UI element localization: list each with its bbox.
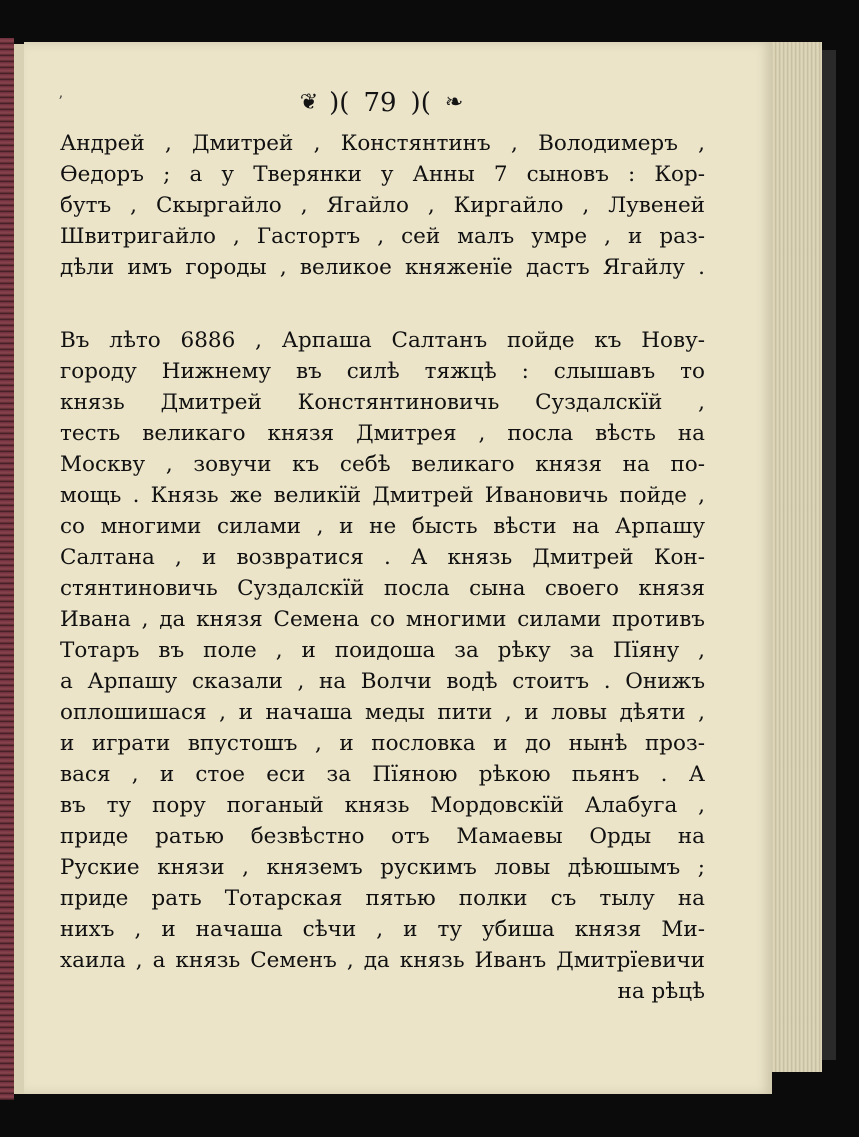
page-fore-edge: [772, 42, 822, 1072]
right-ornament-icon: ❧: [444, 90, 461, 115]
text-line: приде рать Тотарская пятью полки съ тылу на: [60, 886, 705, 911]
page-number: 79: [363, 88, 397, 118]
text-line: городу Нижнему въ силѣ тяжцѣ : слышавъ то: [60, 359, 705, 384]
text-line: бутъ , Скыргайло , Ягайло , Киргайло , Лувеней: [60, 193, 705, 218]
paragraph-gap: [60, 283, 705, 325]
text-line: нихъ , и начаша сѣчи , и ту убиша князя Ми-: [60, 917, 705, 942]
text-line: Москву , зовучи къ себѣ великаго князя на по-: [60, 452, 705, 477]
text-line: Швитригайло , Гастортъ , сей малъ умре , и раз-: [60, 224, 705, 249]
text-line: мощь . Князь же великїй Дмитрей Ивановичь пойде ,: [60, 483, 705, 508]
text-line: Руские князи , княземъ рускимъ ловы дѣюшымъ ;: [60, 855, 705, 880]
text-line: Ивана , да князя Семена со многими силами противъ: [60, 607, 705, 632]
cover-edge: [822, 50, 836, 1060]
text-line: Андрей , Дмитрей , Констянтинъ , Володимеръ ,: [60, 131, 705, 156]
text-line: а Арпашу сказали , на Волчи водѣ стоитъ . Онижъ: [60, 669, 705, 694]
margin-mark: ʼ: [58, 94, 63, 110]
text-line: хаила , а князь Семенъ , да князь Иванъ Дмитрїевичи: [60, 948, 705, 973]
text-line: Въ лѣто 6886 , Арпаша Салтанъ пойде къ Нову-: [60, 328, 705, 353]
text-line: со многими силами , и не бысть вѣсти на Арпашу: [60, 514, 705, 539]
text-line: Ѳедоръ ; а у Тверянки у Анны 7 сыновъ : Кор-: [60, 162, 705, 187]
text-line: стянтиновичь Суздалскїй посла сына своего князя: [60, 576, 705, 601]
left-ornament-icon: ❦: [299, 90, 316, 115]
text-line: оплошишася , и начаша меды пити , и ловы дѣяти ,: [60, 700, 705, 725]
text-line: Салтана , и возвратися . А князь Дмитрей Кон-: [60, 545, 705, 570]
running-header: [250, 86, 510, 120]
paragraph-1: [60, 128, 705, 283]
text-line: князь Дмитрей Констянтиновичь Суздалскїй ,: [60, 390, 705, 415]
folio-open-bracket: )(: [329, 88, 350, 118]
catchword: на рѣцѣ: [617, 979, 705, 1004]
text-line: Тотаръ въ поле , и поидоша за рѣку за Пїяну ,: [60, 638, 705, 663]
text-line: вася , и стое еси за Пїяною рѣкою пьянъ . А: [60, 762, 705, 787]
left-gutter: [14, 44, 24, 1094]
text-line: приде ратью безвѣстно отъ Мамаевы Орды на: [60, 824, 705, 849]
text-line: дѣли имъ городы , великое княженїе дастъ Ягайлу .: [60, 255, 705, 280]
folio-close-bracket: )(: [410, 88, 431, 118]
page-body: [60, 128, 705, 1007]
text-line: тесть великаго князя Дмитрея , посла вѣсть на: [60, 421, 705, 446]
text-line: и играти впустошъ , и пословка и до нынѣ проз-: [60, 731, 705, 756]
text-line: въ ту пору поганый князь Мордовскїй Алабуга ,: [60, 793, 705, 818]
paragraph-2: [60, 325, 705, 976]
binding-edge: [0, 38, 14, 1100]
